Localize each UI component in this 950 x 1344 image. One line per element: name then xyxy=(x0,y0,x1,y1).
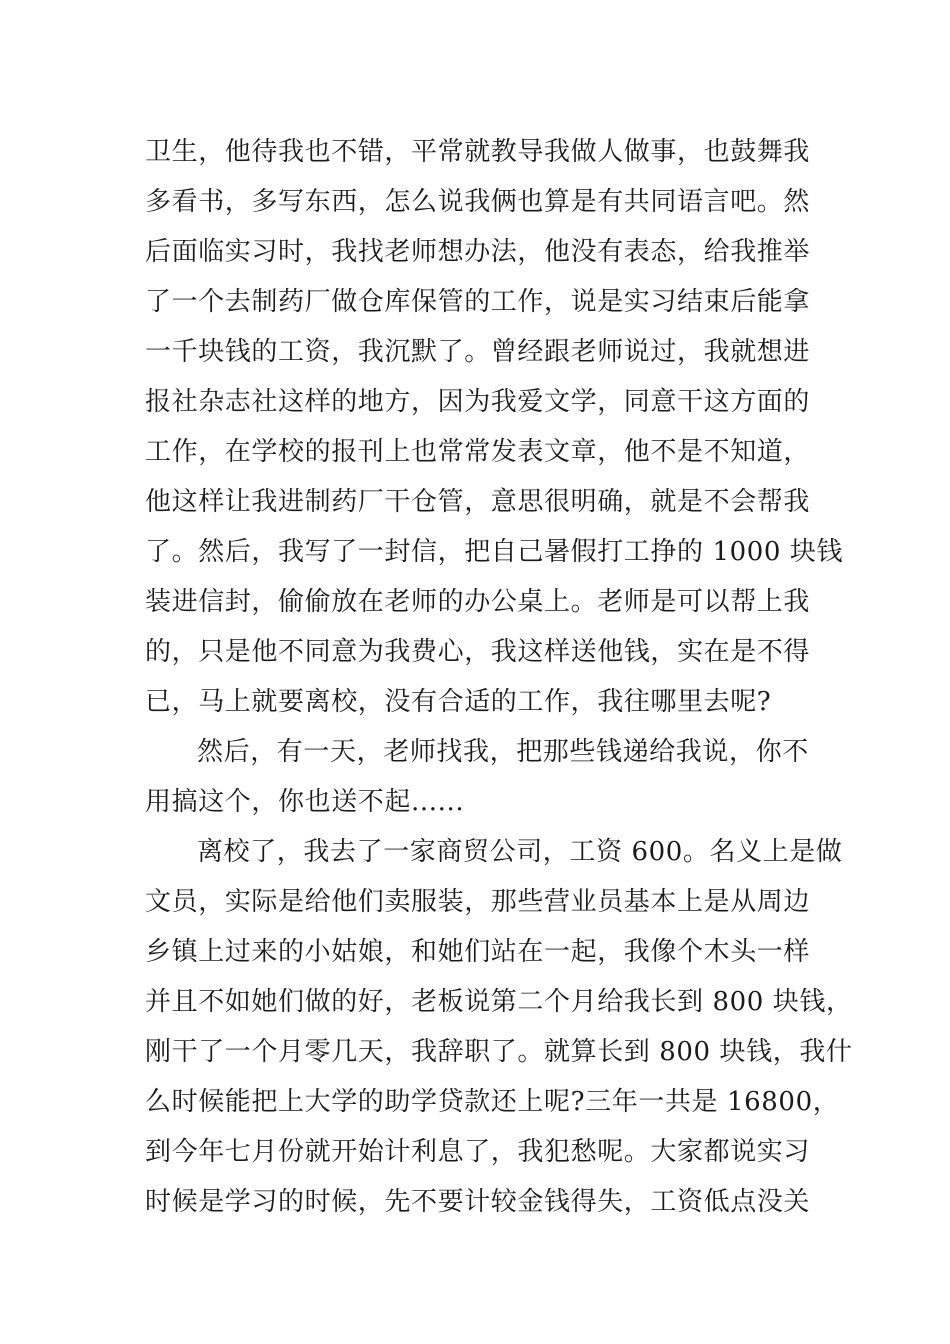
text-line: 卫生，他待我也不错，平常就教导我做人做事，也鼓舞我 xyxy=(145,137,811,167)
text-line: 了。然后，我写了一封信，把自己暑假打工挣的 1000 块钱 xyxy=(145,537,844,567)
text-line: 乡镇上过来的小姑娘，和她们站在一起，我像个木头一样 xyxy=(145,937,811,967)
text-line: 他这样让我进制药厂干仓管，意思很明确，就是不会帮我 xyxy=(145,487,811,517)
text-line: 多看书，多写东西，怎么说我俩也算是有共同语言吧。然 xyxy=(145,187,811,217)
text-line: 文员，实际是给他们卖服装，那些营业员基本上是从周边 xyxy=(145,887,811,917)
text-line: 的，只是他不同意为我费心，我这样送他钱，实在是不得 xyxy=(145,637,811,667)
text-line: 么时候能把上大学的助学贷款还上呢?三年一共是 16800， xyxy=(145,1087,840,1117)
text-line: 刚干了一个月零几天，我辞职了。就算长到 800 块钱，我什 xyxy=(145,1037,853,1067)
paragraph-first-line: 离校了，我去了一家商贸公司，工资 600。名义上是做 xyxy=(197,837,843,867)
text-line: 到今年七月份就开始计利息了，我犯愁呢。大家都说实习 xyxy=(145,1137,811,1167)
text-line: 后面临实习时，我找老师想办法，他没有表态，给我推举 xyxy=(145,237,811,267)
text-line: 并且不如她们做的好，老板说第二个月给我长到 800 块钱， xyxy=(145,987,853,1017)
text-line: 时候是学习的时候，先不要计较金钱得失，工资低点没关 xyxy=(145,1187,811,1217)
text-line: 已，马上就要离校，没有合适的工作，我往哪里去呢? xyxy=(145,687,772,717)
text-line: 报社杂志社这样的地方，因为我爱文学，同意干这方面的 xyxy=(145,387,811,417)
text-line: 了一个去制药厂做仓库保管的工作，说是实习结束后能拿 xyxy=(145,287,811,317)
text-line: 装进信封，偷偷放在老师的办公桌上。老师是可以帮上我 xyxy=(145,587,811,617)
body-text xyxy=(145,127,853,1227)
text-line: 一千块钱的工资，我沉默了。曾经跟老师说过，我就想进 xyxy=(145,337,811,367)
paragraph-first-line: 然后，有一天，老师找我，把那些钱递给我说，你不 xyxy=(197,737,809,767)
text-line: 用搞这个，你也送不起...... xyxy=(145,787,465,817)
text-line: 工作，在学校的报刊上也常常发表文章，他不是不知道， xyxy=(145,437,811,467)
